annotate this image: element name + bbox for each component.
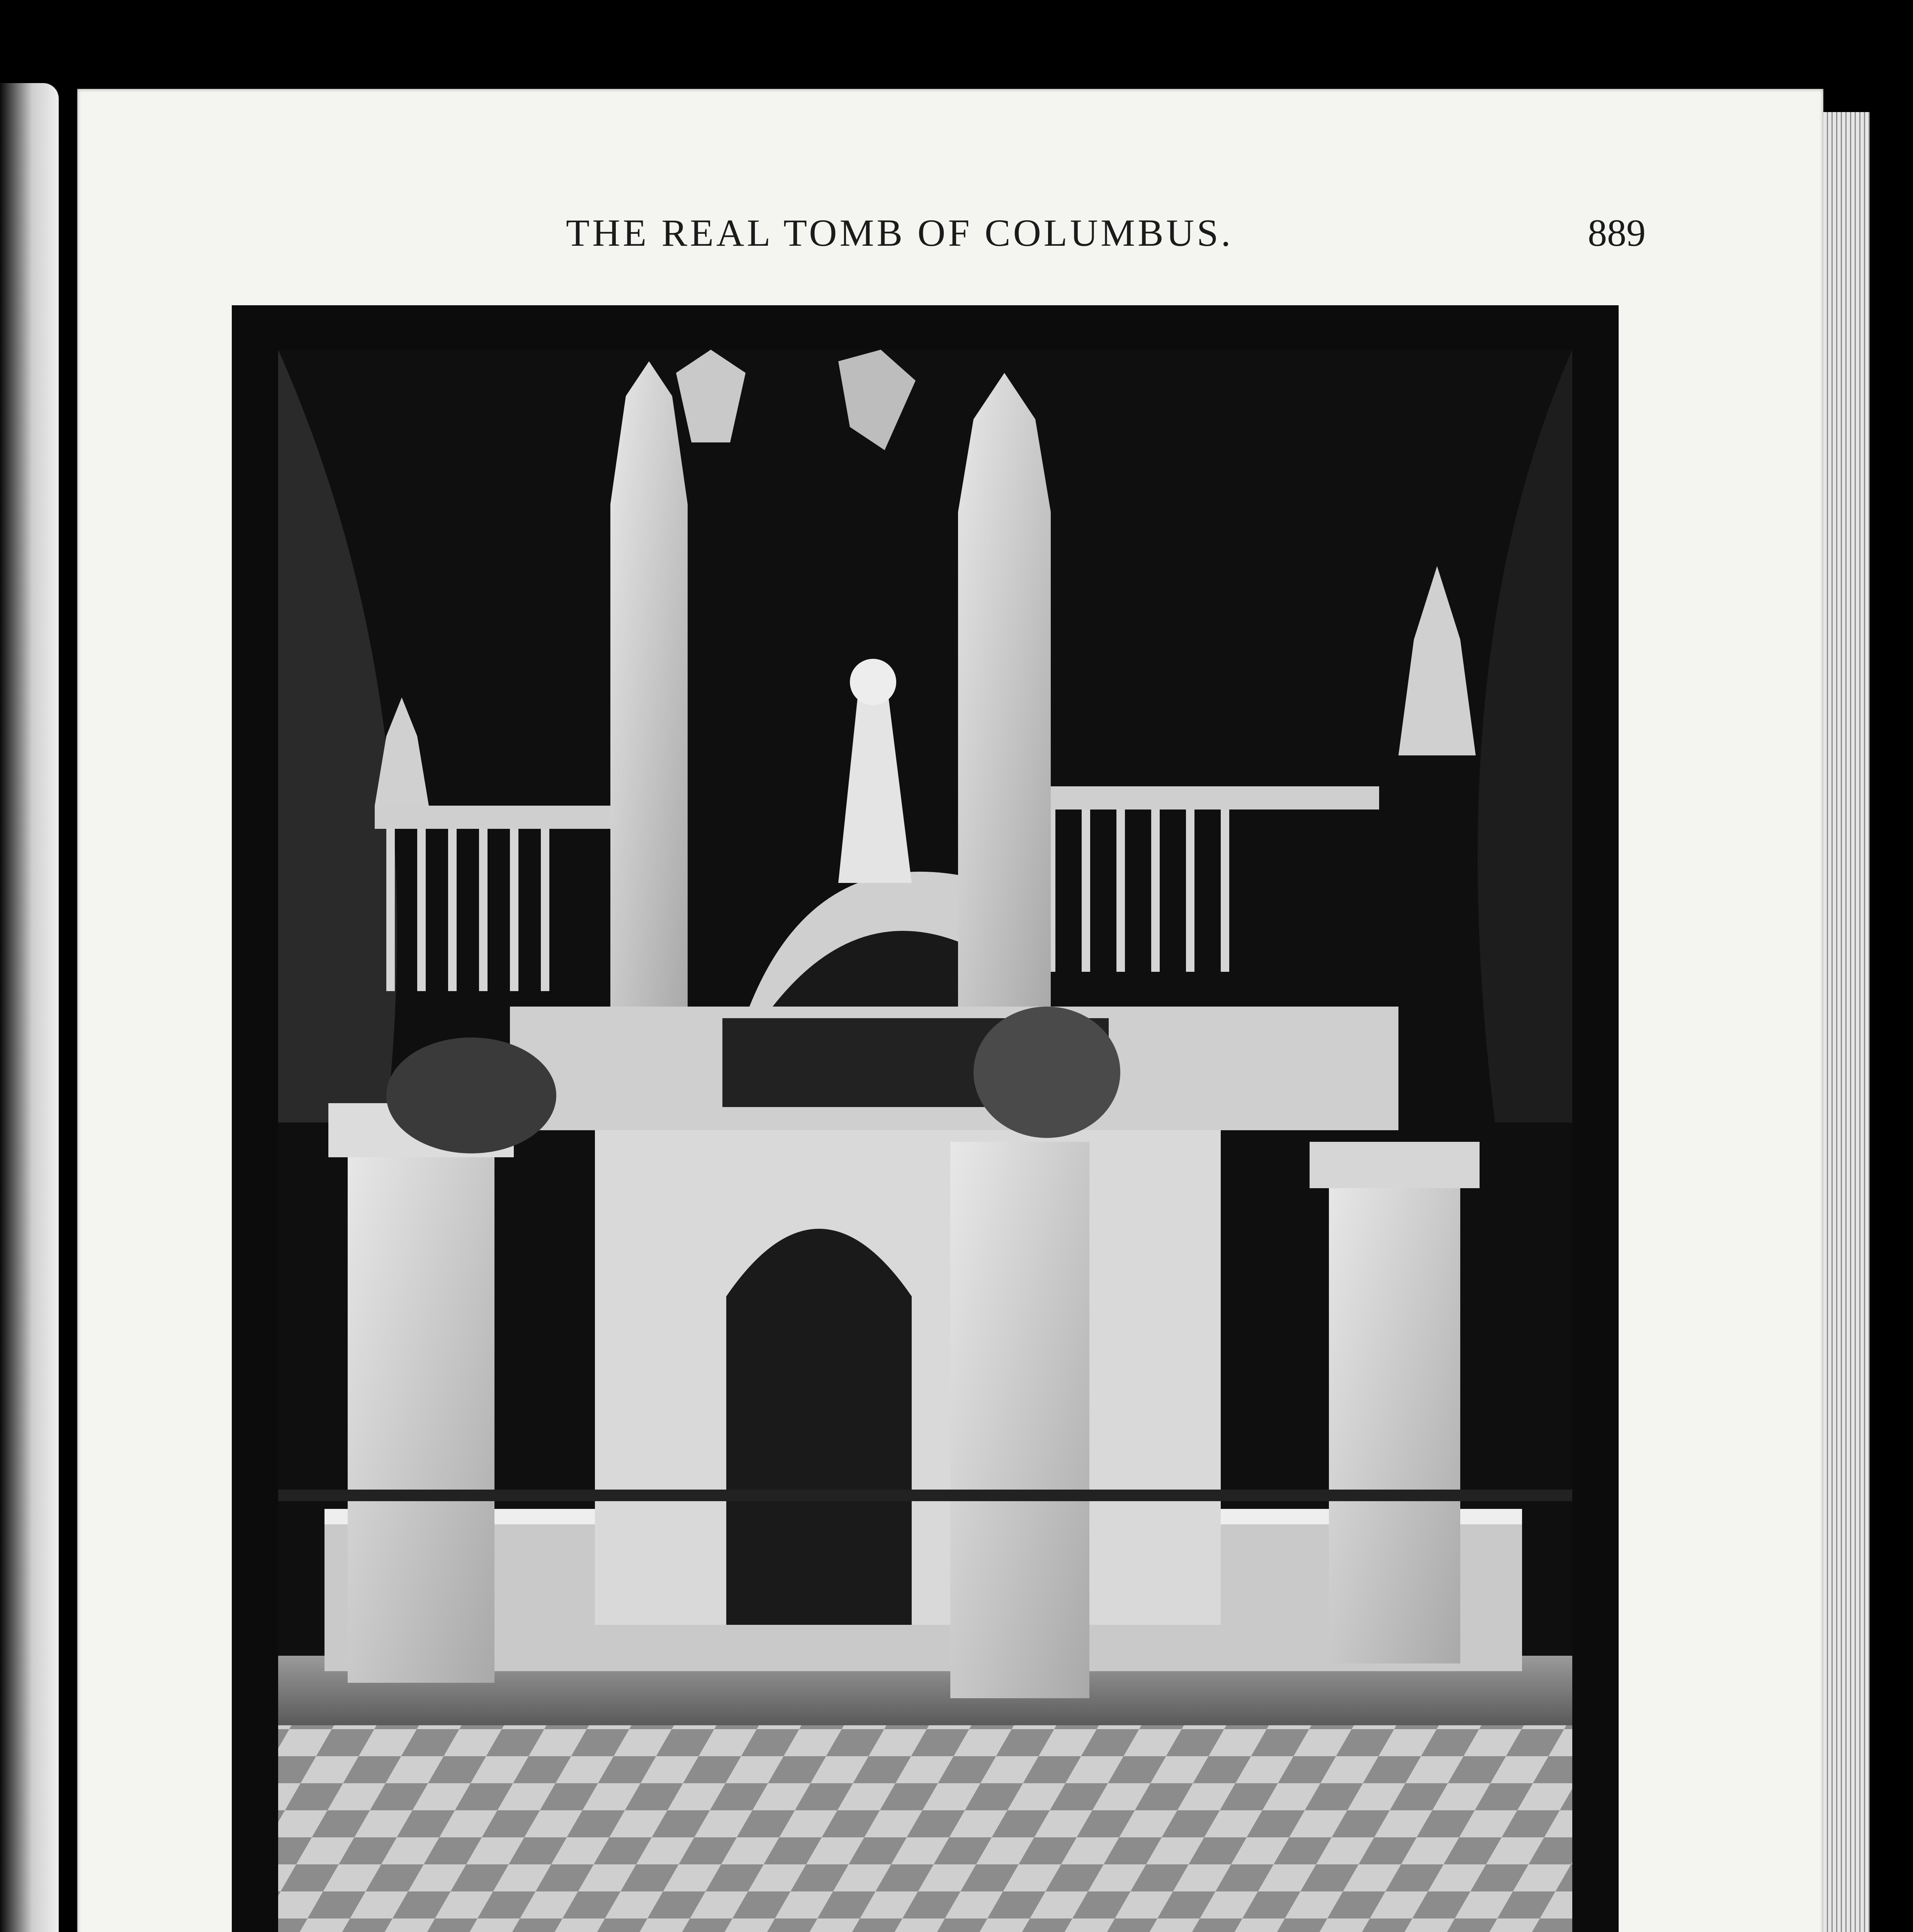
previous-page-edge xyxy=(0,83,59,1932)
page-number: 889 xyxy=(1588,211,1646,254)
running-title: THE REAL TOMB OF COLUMBUS. xyxy=(566,211,1233,254)
mausoleum-photograph xyxy=(278,350,1572,1932)
mausoleum-illustration xyxy=(278,350,1572,1932)
page-stack-edges xyxy=(1823,112,1870,1932)
mausoleum-photograph-frame xyxy=(232,305,1619,1932)
